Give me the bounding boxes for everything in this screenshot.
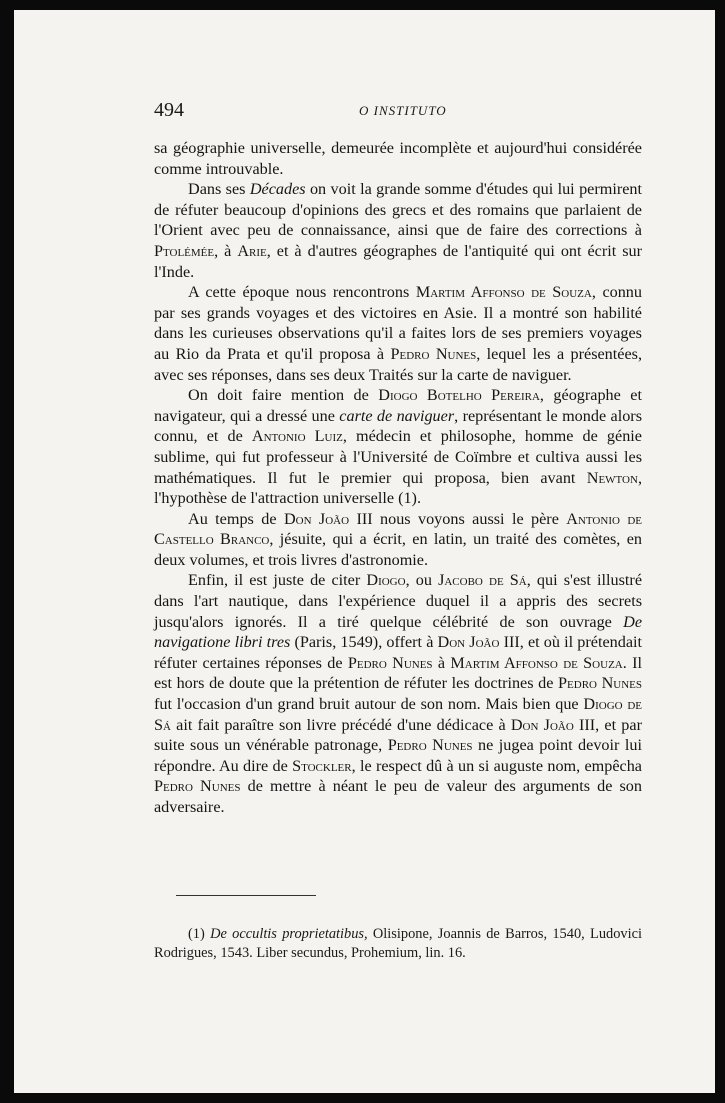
footnote — [154, 925, 642, 963]
paragraph-1: sa géographie universelle, demeurée incomplète et aujourd'hui considérée comme introuvable. — [154, 139, 642, 178]
person-name: Pedro Nunes — [387, 736, 473, 755]
paragraph-2: Dans ses Décades on voit la grande somme d'études qui lui permirent de réfuter beaucoup d'opinions des grecs et des romains que parlaient de l'Orient avec peu de connaissance, ainsi que de faire des corrections à Ptolémée, à Arie, et à d'autres géographes de l'antiquité qui ont écrit sur l'Inde. — [154, 180, 643, 281]
person-name: Don João — [510, 715, 574, 734]
person-name: Arie — [237, 241, 267, 260]
person-name: Jacobo de Sá — [438, 571, 527, 590]
person-name: Pedro Nunes — [558, 674, 642, 693]
page-header — [154, 99, 644, 123]
person-name: Newton — [586, 468, 638, 487]
person-name: Pedro Nunes — [390, 344, 477, 363]
person-name: Don João — [283, 509, 350, 528]
running-head: O INSTITUTO — [359, 103, 447, 118]
paragraph-6: Enfin, il est juste de citer Diogo, ou Jacobo de Sá, qui s'est illustré dans l'art nautique, dans l'expérience duquel il a appris des secrets jusqu'alors ignorés. Il a tiré quelque célébrité de son ouvrage De navigatione libri tres (Paris, 1549), offert à Don João III, et où il prétendait réfuter certaines réponses de Pedro Nunes à Martim Affonso de Souza. Il est hors de doute que la prétention de réfuter les doctrines de Pedro Nunes fut l'occasion d'un grand bruit autour de son nom. Mais bien que Diogo de Sá ait fait paraître son livre précédé d'une dédicace à Don João III, et par suite sous un vénérable patronage, Pedro Nunes ne jugea point devoir lui répondre. Au dire de Stockler, le respect dû à un si auguste nom, empêcha Pedro Nunes de mettre à néant le peu de valeur des arguments de son adversaire. — [154, 571, 643, 816]
person-name: Antonio de Castello Branco — [154, 509, 642, 549]
person-name: Stockler — [292, 756, 352, 775]
person-name: Diogo Botelho Pereira — [378, 386, 540, 405]
page-number: 494 — [154, 99, 184, 121]
person-name: Pedro Nunes — [154, 777, 241, 796]
person-name: Antonio Luiz — [251, 427, 343, 446]
person-name: Martim Affonso de Souza — [450, 653, 623, 672]
paragraph-3: A cette époque nous rencontrons Martim Affonso de Souza, connu par ses grands voyages et des victoires en Asie. Il a montré son habilité dans les curieuses observations qu'il a faites lors de ses premiers voyages au Rio da Prata et qu'il proposa à Pedro Nunes, lequel les a présentées, avec ses réponses, dans ses deux Traités sur la carte de naviguer. — [154, 283, 642, 384]
body-text — [154, 138, 642, 818]
footnote-divider — [176, 895, 316, 896]
book-page — [14, 10, 715, 1093]
person-name: Pedro Nunes — [347, 653, 433, 672]
person-name: Diogo de Sá — [154, 695, 643, 734]
paragraph-4: On doit faire mention de Diogo Botelho Pereira, géographe et navigateur, qui a dressé une carte de naviguer, représentant le monde alors connu, et de Antonio Luiz, médecin et philosophe, homme de génie sublime, qui fut professeur à l'Université de Coïmbre et cultiva aussi les mathématiques. Il fut le premier qui proposa, bien avant Newton, l'hypothèse de l'attraction universelle (1). — [154, 386, 642, 508]
person-name: Diogo — [366, 571, 406, 590]
person-name: Ptolémée — [154, 241, 215, 260]
footnote-text: (1) De occultis proprietatibus, Olisipone, Joannis de Barros, 1540, Ludovici Rodrigues, 1543. Liber secundus, Prohemium, lin. 16. — [154, 926, 642, 961]
person-name: Don João — [437, 633, 500, 652]
person-name: Martim Affonso de Souza — [415, 283, 592, 302]
paragraph-5: Au temps de Don João III nous voyons aussi le père Antonio de Castello Branco, jésuite, qui a écrit, en latin, un traité des comètes, en deux volumes, et trois livres d'astronomie. — [154, 509, 642, 569]
